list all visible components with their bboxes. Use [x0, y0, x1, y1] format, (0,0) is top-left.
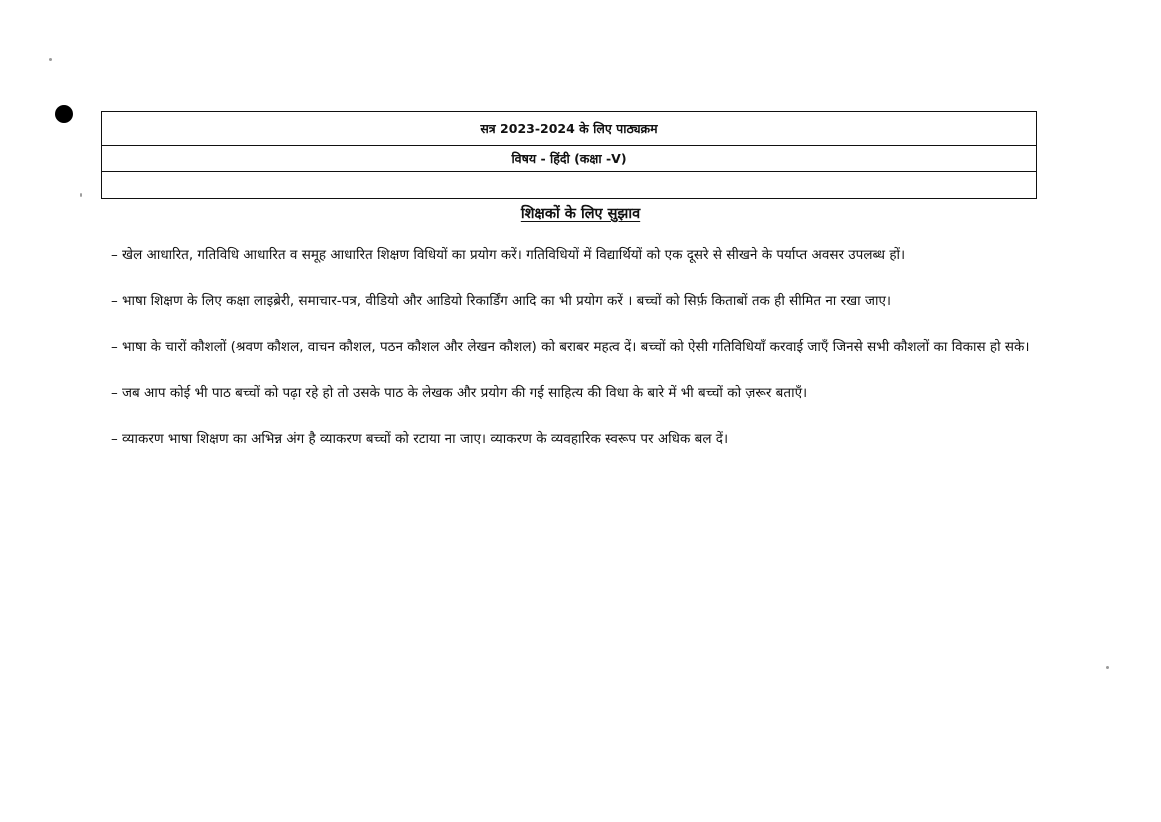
header-table — [101, 111, 1037, 199]
subject-row — [102, 145, 1036, 171]
list-item: – भाषा शिक्षण के लिए कक्षा लाइब्रेरी, समाचार-पत्र, वीडियो और आडियो रिकार्डिंग आदि का भी प्रयोग करें । बच्चों को सिर्फ़ किताबों तक ही सीमित ना रखा जाए। — [111, 293, 892, 309]
session-title-row — [102, 112, 1036, 145]
blank-row — [102, 171, 1036, 198]
list-item: – खेल आधारित, गतिविधि आधारित व समूह आधारित शिक्षण विधियों का प्रयोग करें। गतिविधियों में विद्यार्थियों को एक दूसरे से सीखने के पर्याप्त अवसर उपलब्ध हों। — [111, 247, 906, 263]
list-item: – जब आप कोई भी पाठ बच्चों को पढ़ा रहे हो तो उसके पाठ के लेखक और प्रयोग की गई साहित्य की विधा के बारे में भी बच्चों को ज़रूर बताएँ। — [111, 385, 808, 401]
section-heading: शिक्षकों के लिए सुझाव — [520, 206, 641, 222]
punch-hole-mark — [55, 105, 73, 123]
session-title: सत्र 2023-2024 के लिए पाठ्यक्रम — [480, 121, 658, 136]
scan-speck — [80, 193, 82, 197]
list-item: – व्याकरण भाषा शिक्षण का अभिन्न अंग है व्याकरण बच्चों को रटाया ना जाए। व्याकरण के व्यवहारिक स्वरूप पर अधिक बल दें। — [111, 431, 729, 447]
subject-line: विषय - हिंदी (कक्षा -V) — [511, 151, 627, 166]
scan-speck — [49, 58, 52, 61]
suggestion-list — [111, 236, 1033, 466]
scan-speck — [1106, 666, 1109, 669]
list-item: – भाषा के चारों कौशलों (श्रवण कौशल, वाचन कौशल, पठन कौशल और लेखन कौशल) को बराबर महत्व दें। बच्चों को ऐसी गतिविधियाँ करवाई जाएँ जिनसे सभी कौशलों का विकास हो सके। — [111, 339, 1030, 355]
